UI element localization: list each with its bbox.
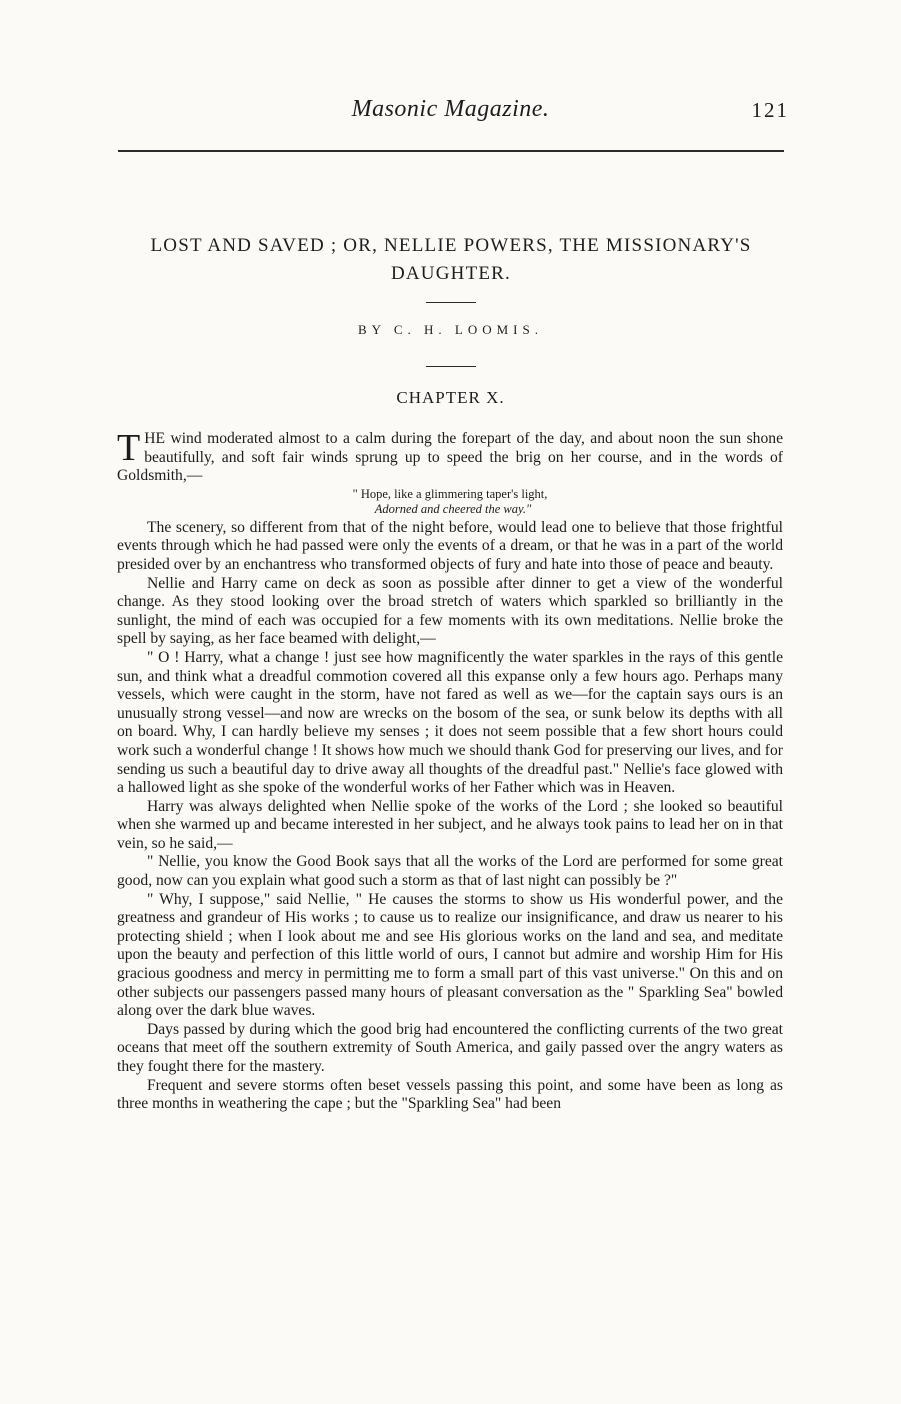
title-rule — [426, 302, 476, 303]
header-rule — [118, 150, 784, 152]
quote-line-1: " Hope, like a glimmering taper's light, — [352, 486, 548, 501]
paragraph-5: Harry was always delighted when Nellie spoke of the works of the Lord ; she looked so beautiful when she warmed up and became interested in her subject, and he always took pains to lead her on in that vein, so he said,— — [117, 797, 783, 852]
drop-cap: T — [117, 427, 141, 469]
paragraph-4: " O ! Harry, what a change ! just see how magnificently the water sparkles in the rays of this gentle sun, and think what a dreadful commotion covered all this expanse only a few hours ago. Perhaps many vessels, which were caught in the storm, have not fared as well as we—for the captain says ours is an unusually strong vessel—and now are wrecks on the bosom of the sea, or sunk below its depths with all on board. Why, I can hardly believe my senses ; it does not seem possible that a few short hours could work such a wonderful change ! It shows how much we should thank God for preserving our lives, and for sending us such a beautiful day to drive away all thoughts of the dreadful past." Nellie's face glowed with a hallowed light as she spoke of the wonderful works of her Father which was in Heaven. — [117, 648, 783, 797]
article-body — [117, 427, 783, 1114]
paragraph-6: " Nellie, you know the Good Book says that all the works of the Lord are performed for some great good, now can you explain what good such a storm as that of last night can possibly be ?" — [117, 853, 783, 890]
paragraph-7: " Why, I suppose," said Nellie, " He causes the storms to show us His wonderful power, and the greatness and grandeur of His works ; to cause us to realize our insignificance, and draw us nearer to his protecting shield ; when I look about me and see His glorious works on the land and sea, and meditate upon the beauty and perfection of this little world of ours, I cannot but admire and worship Him for His gracious goodness and mercy in permitting me to form a small part of this vast universe." On this and on other subjects our passengers passed many hours of pleasant conversation as the " Sparkling Sea" bowled along over the dark blue waves. — [117, 890, 783, 1020]
quote-line-2: Adorned and cheered the way." — [374, 501, 532, 516]
page-number: 121 — [751, 98, 789, 122]
byline-rule — [426, 366, 476, 367]
paragraph-1-text: HE wind moderated almost to a calm during the forepart of the day, and about noon the sun shone beautifully, and soft fair winds sprung up to speed the brig on her course, and in the words of Goldsmith,— — [117, 430, 783, 485]
article-title: LOST AND SAVED ; OR, NELLIE POWERS, THE MISSIONARY'S DAUGHTER. — [150, 235, 752, 284]
running-head — [0, 96, 901, 130]
paragraph-2: The scenery, so different from that of the night before, would lead one to believe that those frightful events through which he had passed were only the events of a dream, or that he was in a part of the world presided over by an enchantress who transformed objects of fury and hate into those of peace and beauty. — [117, 518, 783, 573]
paragraph-3: Nellie and Harry came on deck as soon as possible after dinner to get a view of the wonderful change. As they stood looking over the broad stretch of waters which sparkled so brilliantly in the sunlight, the mind of each was occupied for a few moments with its own meditations. Nellie broke the spell by saying, as her face beamed with delight,— — [117, 574, 783, 648]
paragraph-8: Days passed by during which the good brig had encountered the conflicting currents of the two great oceans that meet off the southern extremity of South America, and gaily passed over the angry waters as they fought there for the mastery. — [117, 1020, 783, 1075]
chapter-heading: CHAPTER X. — [396, 388, 505, 407]
paragraph-9: Frequent and severe storms often beset vessels passing this point, and some have been as long as three months in weathering the cape ; but the "Sparkling Sea" had been — [117, 1076, 783, 1113]
byline: BY C. H. LOOMIS. — [358, 322, 543, 337]
magazine-title: Masonic Magazine. — [351, 96, 550, 122]
paragraph-1 — [117, 427, 783, 486]
goldsmith-quote — [117, 487, 783, 517]
